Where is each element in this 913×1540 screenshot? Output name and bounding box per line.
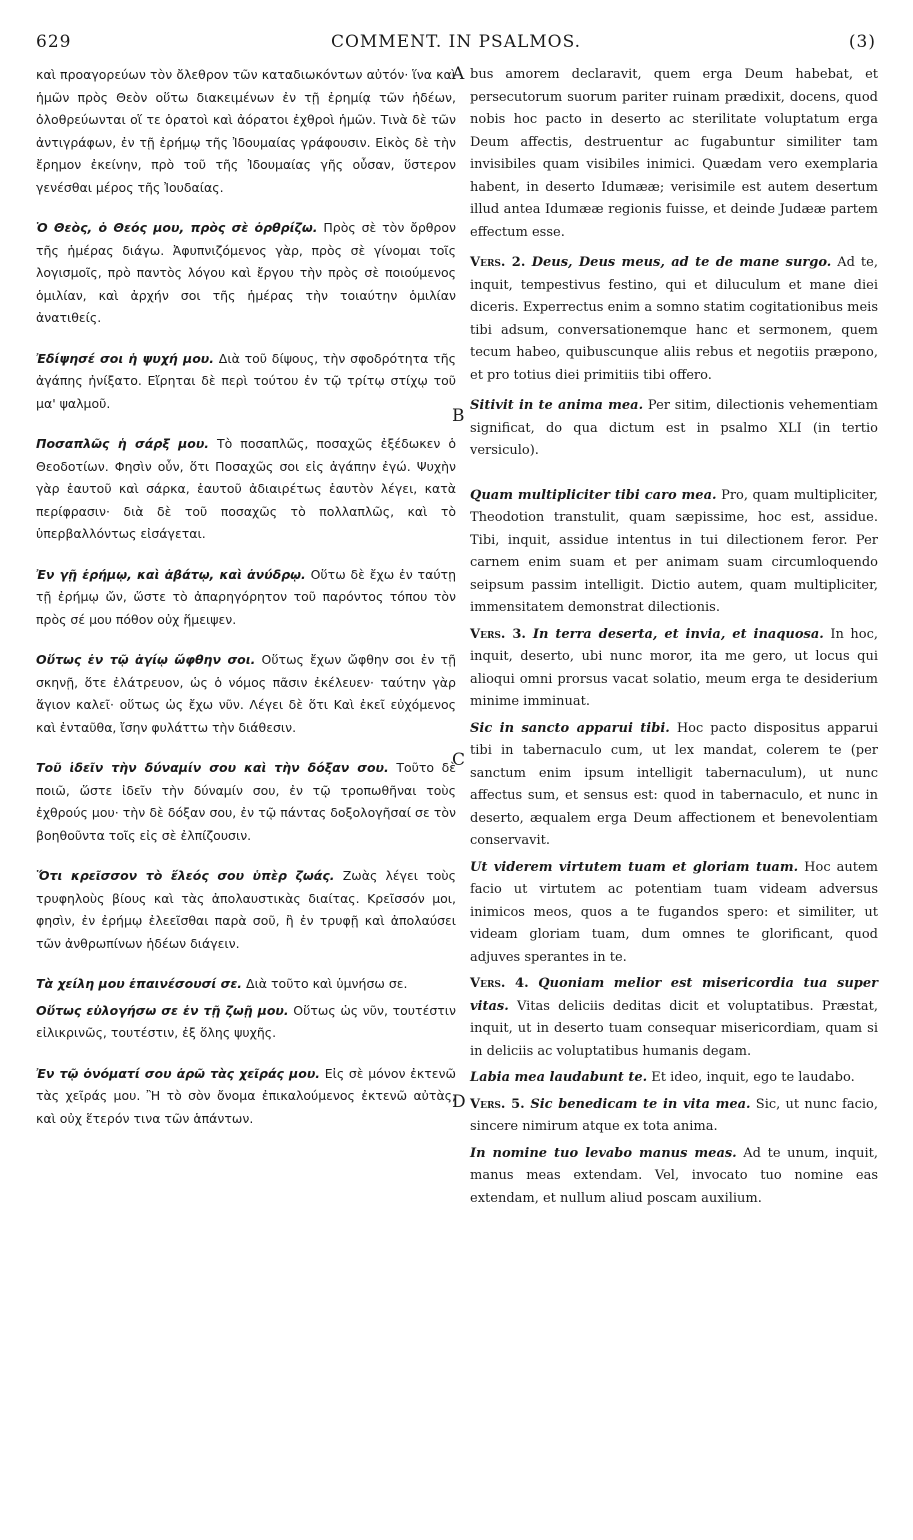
latin-paragraph: Ut viderem virtutem tuam et gloriam tuam. Hoc autem facio ut virtutem ac potentiam tuam videam adversus inimicos meos, quos a te fugandos spero: et similiter, ut videam gloriam tuam, dum omnes te glorificant, quod adjuves sperantes in te. (470, 859, 878, 965)
greek-paragraph: Οὕτως εὐλογήσω σε ἐν τῇ ζωῇ μου. Οὕτως ὡς νῦν, τουτέστιν εἰλικρινῶς, τουτέστιν, ἐξ ὅλης ψυχῆς. (36, 1002, 456, 1040)
greek-paragraph: Ποσαπλῶς ἡ σάρξ μου. Τὸ ποσαπλῶς, ποσαχῶς ἐξέδωκεν ὁ Θεοδοτίων. Φησὶν οὖν, ὅτι Ποσαχῶς σοι εἰς ἀγάπην ἐγώ. Ψυχὴν γὰρ ἑαυτοῦ καὶ σάρκα, ἑαυτοῦ ἀδιαιρέτως ἑαυτὸν λέγει, κατὰ περίφρασιν· διὰ δὲ τοῦ ποσαχῶς τὸ πολλαπλῶς, καὶ τὸ ὑπερβαλλόντως εἰσάγεται. (36, 436, 456, 541)
latin-paragraph: In nomine tuo levabo manus meas. Ad te unum, inquit, manus meas extendam. Vel, invocato tuo nomine eas extendam, et nullum aliud poscam auxilium. (470, 1145, 878, 1206)
latin-paragraph: Vers. 3. In terra deserta, et invia, et inaquosa. In hoc, inquit, deserto, ubi nunc moror, ita me gero, ut locus qui alioqui omni prorsus vacat solatio, meum erga te desiderium minime imminuat. (470, 626, 878, 709)
latin-paragraph: bus amorem declaravit, quem erga Deum habebat, et persecutorum suorum pariter ruinam prædixit, docens, quod nobis hoc pacto in deserto ac sterilitate voluptatum erga Deum affectis, destruentur ac fugabuntur similiter tam invisibiles quam visibiles inimici. Quædam vero exemplaria habent, in deserto Idumææ; verisimile est autem desertum illud antea Idumææ regionis fuisse, et deinde Judææ partem effectum esse. (470, 67, 878, 240)
page-header (36, 32, 876, 56)
latin-paragraph: Labia mea laudabunt te. Et ideo, inquit, ego te laudabo. (470, 1070, 855, 1085)
latin-paragraph: Sic in sancto apparui tibi. Hoc pacto dispositus apparui tibi in tabernaculo cum, ut lex mandat, colerem te (per sanctum enim ipsum intelligit tabernaculum), ut nunc affectus sum, et sensus est: quod in tabernaculo, et nunc in deserto, æqualem erga Deum affectionem et benevolentiam conservavit. (470, 720, 878, 848)
greek-column (36, 64, 456, 1148)
margin-letter-b: B (452, 406, 465, 426)
greek-paragraph: Ἐν τῷ ὀνόματί σου ἀρῶ τὰς χεῖράς μου. Εἰς σὲ μόνον ἐκτενῶ τὰς χεῖράς μου. Ἢ τὸ σὸν ὄνομα ἐπικαλούμενος ἐκτενῶ αὐτὰς, καὶ οὐχ ἕτερόν τινα τῶν ἁπάντων. (36, 1065, 456, 1126)
greek-paragraph: Τὰ χείλη μου ἐπαινέσουσί σε. Διὰ τοῦτο καὶ ὑμνήσω σε. (36, 976, 408, 991)
section-marker: (3) (848, 32, 876, 52)
greek-paragraph: Ὁ Θεὸς, ὁ Θεός μου, πρὸς σὲ ὀρθρίζω. Πρὸς σὲ τὸν ὄρθρον τῆς ἡμέρας διάγω. Ἀφυπνιζόμενος γὰρ, πρὸς σὲ γίνομαι τοῖς λογισμοῖς, πρὸ παντὸς λόγου καὶ ἔργου τὴν πρὸς σὲ ποιούμενος ὁμιλίαν, καὶ ἀρχήν σοι τῆς ἡμέρας τὴν τοιαύτην ὁμιλίαν ἀνατιθείς. (36, 220, 456, 325)
margin-letter-a: A (452, 64, 465, 84)
greek-paragraph: Τοῦ ἰδεῖν τὴν δύναμίν σου καὶ τὴν δόξαν σου. Τοῦτο δὲ ποιῶ, ὥστε ἰδεῖν τὴν δύναμίν σου, ἐν τῷ τροπωθῆναι τοὺς ἐχθρούς μου· τὴν δὲ δόξαν σου, ἐν τῷ πάντας δοξολογῆσαί σε τὸν βοηθοῦντα τοῖς εἰς σὲ ἐλπίζουσιν. (36, 760, 456, 843)
greek-paragraph: Ἐν γῇ ἐρήμῳ, καὶ ἀβάτῳ, καὶ ἀνύδρῳ. Οὕτω δὲ ἔχω ἐν ταύτῃ τῇ ἐρήμῳ ὤν, ὥστε τὸ ἀπαρηγόρητον τοῦ παρόντος τόπου τὸν πρὸς σέ μου πόθον οὐχ ἥμειψεν. (36, 566, 456, 627)
greek-paragraph: Ἐδίψησέ σοι ἡ ψυχή μου. Διὰ τοῦ δίψους, τὴν σφοδρότητα τῆς ἀγάπης ἠνίξατο. Εἴρηται δὲ περὶ τούτου ἐν τῷ τρίτῳ στίχῳ τοῦ μα' ψαλμοῦ. (36, 350, 456, 411)
margin-letter-c: C (452, 750, 466, 770)
latin-column (470, 64, 878, 1214)
greek-paragraph: καὶ προαγορεύων τὸν ὄλεθρον τῶν καταδιωκόντων αὐτόν· ἵνα καὶ ἡμῶν πρὸς Θεὸν οὕτω διακειμένων ἐν τῇ ἐρημίᾳ τῶν ἡδέων, ὀλοθρεύωνται οἵ τε ὁρατοὶ καὶ ἀόρατοι ἐχθροὶ ἡμῶν. Τινὰ δὲ τῶν ἀντιγράφων, ἐν τῇ ἐρήμῳ τῆς Ἰδουμαίας γράφουσιν. Εἰκὸς δὲ τὴν ἔρημον ἐκείνην, πρὸ τοῦ τῆς Ἰδουμαίας γῆς οὖσαν, ὕστερον γενέσθαι μέρος τῆς Ἰουδαίας. (36, 67, 456, 195)
greek-paragraph: Ὅτι κρεῖσσον τὸ ἔλεός σου ὑπὲρ ζωάς. Ζωὰς λέγει τοὺς τρυφηλοὺς βίους καὶ τὰς ἀπολαυστικὰς διαίτας. Κρεῖσσόν μοι, φησὶν, ἐν ἐρήμῳ ἐλεεῖσθαι παρὰ σοῦ, ἢ ἐν τρυφῇ καὶ ἀπολαύσει τῶν ἀνθρωπίνων ἡδέων διάγειν. (36, 868, 456, 951)
running-title: COMMENT. IN PSALMOS. (330, 32, 582, 52)
latin-paragraph: Sitivit in te anima mea. Per sitim, dilectionis vehementiam significat, do qua dictum est in psalmo XLI (in tertio versiculo). (470, 398, 878, 458)
page-number: 629 (36, 32, 72, 52)
latin-paragraph: Vers. 5. Sic benedicam te in vita mea. Sic, ut nunc facio, sincere nimirum atque ex tota anima. (470, 1096, 878, 1134)
greek-paragraph: Οὕτως ἐν τῷ ἁγίῳ ὤφθην σοι. Οὕτως ἔχων ὤφθην σοι ἐν τῇ σκηνῇ, ὅτε ἐλάτρευον, ὡς ὁ νόμος πᾶσιν ἐκέλευεν· ταύτην γὰρ ἅγιον καλεῖ· οὕτως ὡς ἔχω νῦν. Λέγει δὲ ὅτι Καὶ ἐκεῖ εὐχόμενος καὶ ἐνταῦθα, ἴσην φυλάττω τὴν διάθεσιν. (36, 652, 456, 735)
latin-paragraph: Vers. 2. Deus, Deus meus, ad te de mane surgo. Ad te, inquit, tempestivus festino, qui et diluculum et mane diei diceris. Experrectus enim a somno statim cogitationibus meis tibi adsum, conversationemque hanc et sermonem, quem tecum habeo, quibuscunque aliis rebus et negotiis præpono, et pro totius diei primitiis tibi offero. (470, 255, 878, 383)
latin-paragraph: Vers. 4. Quoniam melior est misericordia tua super vitas. Vitas deliciis deditas dicit et voluptatibus. Præstat, inquit, ut in deserto tuam consequar misericordiam, quam si in deliciis ac voluptatibus humanis degam. (470, 976, 878, 1059)
margin-letter-d: D (452, 1092, 466, 1112)
latin-paragraph: Quam multipliciter tibi caro mea. Pro, quam multipliciter, Theodotion transtulit, quam sæpissime, hoc est, assidue. Tibi, inquit, assidue intentus in tui dilectionem feror. Per carnem enim suam et per animam suam circumloquendo seipsum passim intelligit. Dictio autem, quam multipliciter, immensitatem demonstrat dilectionis. (470, 487, 878, 615)
